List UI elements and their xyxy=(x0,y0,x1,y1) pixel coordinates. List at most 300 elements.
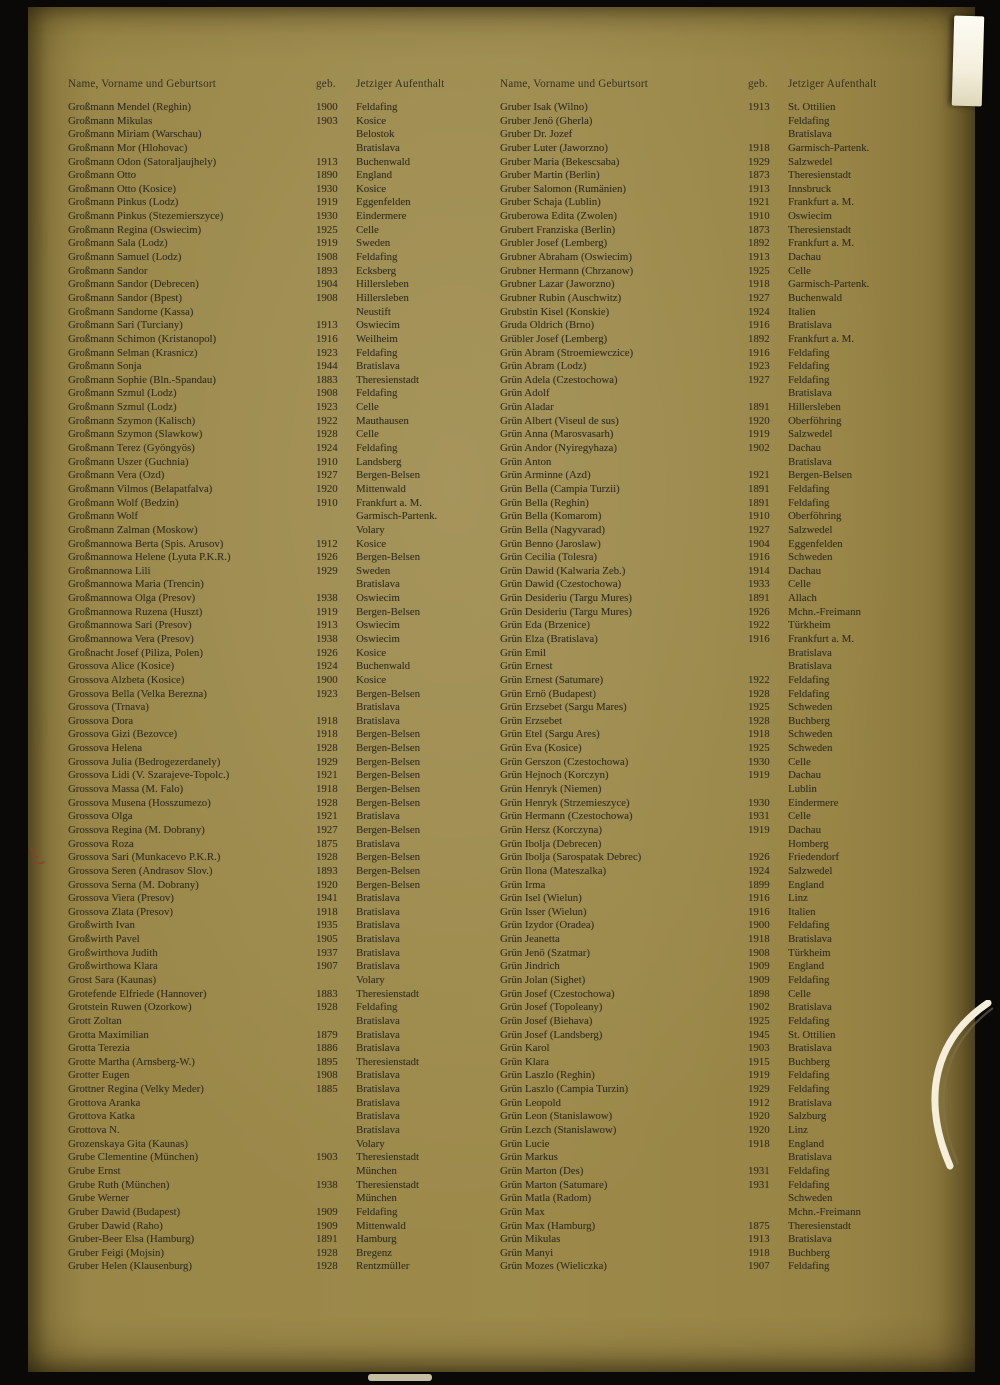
entry-row xyxy=(68,783,494,797)
entry-birthyear: 1922 xyxy=(316,414,338,427)
entry-row xyxy=(500,1069,940,1083)
entry-name: Grün Isel (Wielun) xyxy=(500,892,582,905)
entry-residence: Bergen-Belsen xyxy=(356,878,420,891)
entry-row xyxy=(68,319,494,333)
entry-birthyear xyxy=(316,1097,356,1111)
entry-birthyear: 1903 xyxy=(316,1151,338,1164)
entry-birthyear xyxy=(748,838,788,852)
entry-row xyxy=(68,1179,494,1193)
column-left xyxy=(68,77,494,1274)
entry-name: Großmann Sandor xyxy=(68,264,148,277)
entry-name: Grossova Seren (Andrasov Slov.) xyxy=(68,864,213,877)
entry-birthyear: 1926 xyxy=(748,605,770,618)
entry-name: Grün Dawid (Czestochowa) xyxy=(500,578,622,591)
entry-birthyear: 1875 xyxy=(316,837,338,850)
entry-birthyear: 1902 xyxy=(748,442,770,455)
entry-birthyear: 1920 xyxy=(316,482,338,495)
entry-name: Grün Marton (Des) xyxy=(500,1164,584,1177)
entry-residence: Hamburg xyxy=(356,1233,397,1246)
entry-residence: Linz xyxy=(788,1124,808,1137)
entry-birthyear: 1892 xyxy=(748,332,770,345)
entry-name: Grube Ernst xyxy=(68,1164,121,1177)
entry-residence: Bratislava xyxy=(788,1042,832,1055)
entry-residence: England xyxy=(788,960,824,973)
entry-name: Grün Irma xyxy=(500,878,546,891)
entry-birthyear: 1918 xyxy=(316,905,338,918)
entry-birthyear xyxy=(316,510,356,524)
entry-row xyxy=(68,838,494,852)
entry-residence: Bergen-Belsen xyxy=(356,783,420,796)
entry-birthyear: 1909 xyxy=(748,974,770,986)
entry-name: Gruber Isak (Wilno) xyxy=(500,101,588,113)
entry-row xyxy=(500,306,940,320)
entry-row xyxy=(68,674,494,688)
entry-birthyear: 1891 xyxy=(748,482,770,495)
entry-row xyxy=(68,919,494,933)
entry-row xyxy=(500,947,940,961)
entry-birthyear: 1918 xyxy=(748,141,770,154)
entry-birthyear: 1928 xyxy=(316,796,338,809)
entry-residence: Innsbruck xyxy=(788,182,832,195)
entry-birthyear xyxy=(748,1206,788,1220)
entry-residence: Kosice xyxy=(356,182,386,195)
entry-row xyxy=(500,319,940,333)
entry-birthyear: 1927 xyxy=(748,373,770,386)
entry-row xyxy=(500,401,940,415)
entry-row xyxy=(68,292,494,306)
entry-row xyxy=(500,1110,940,1124)
entry-birthyear: 1918 xyxy=(316,728,338,741)
entry-name: Grubner Rubin (Auschwitz) xyxy=(500,291,622,304)
entry-row xyxy=(500,1247,940,1261)
entry-birthyear: 1937 xyxy=(316,946,338,959)
entry-name: Grossova Julia (Bedrogezerdanely) xyxy=(68,755,221,768)
entry-name: Grün Ibolja (Debrecen) xyxy=(500,837,602,850)
entry-birthyear: 1913 xyxy=(748,101,770,113)
entry-name: Grün Abram (Stroemiewczice) xyxy=(500,346,634,359)
entry-residence: Bratislava xyxy=(356,810,400,823)
entry-residence: Kosice xyxy=(356,646,386,659)
entry-birthyear xyxy=(316,578,356,592)
entry-residence: Theresienstadt xyxy=(788,169,851,182)
entry-residence: Theresienstadt xyxy=(356,987,419,1000)
entry-birthyear: 1938 xyxy=(316,632,338,645)
entry-birthyear: 1928 xyxy=(316,428,338,441)
entry-residence: Garmisch-Partenk. xyxy=(356,510,438,523)
entry-birthyear: 1908 xyxy=(316,251,338,264)
entry-name: Grün Elza (Bratislava) xyxy=(500,632,598,645)
entry-residence: Buchberg xyxy=(788,1246,830,1259)
entry-birthyear xyxy=(316,1138,356,1152)
entry-birthyear: 1910 xyxy=(316,496,338,509)
entry-residence: Frankfurt a. M. xyxy=(356,496,422,509)
entry-row xyxy=(500,1124,940,1138)
entry-name: Grün Josef (Czestochowa) xyxy=(500,987,615,1000)
entry-residence: Weilheim xyxy=(356,332,398,345)
entry-birthyear xyxy=(748,1192,788,1206)
entry-residence: Schweden xyxy=(788,728,833,741)
entry-name: Grubner Lazar (Jaworzno) xyxy=(500,278,615,291)
entry-row xyxy=(500,606,940,620)
entry-row xyxy=(68,306,494,320)
entry-name: Grossova Dora xyxy=(68,714,134,727)
entry-birthyear: 1918 xyxy=(748,933,770,946)
entry-birthyear: 1910 xyxy=(748,510,770,523)
entry-birthyear: 1916 xyxy=(748,905,770,918)
entry-birthyear: 1902 xyxy=(748,1001,770,1014)
entry-residence: Bratislava xyxy=(356,1028,400,1041)
entry-name: Grün Bella (Komarom) xyxy=(500,510,602,523)
entry-residence: Bergen-Belsen xyxy=(356,742,420,755)
entry-row xyxy=(500,510,940,524)
entry-residence: Theresienstadt xyxy=(356,1151,419,1164)
entry-birthyear xyxy=(316,524,356,538)
entry-residence: Schweden xyxy=(788,742,833,755)
page-curl-artifact xyxy=(916,1000,1000,1170)
entry-birthyear: 1920 xyxy=(748,1124,770,1137)
entry-birthyear: 1912 xyxy=(316,537,338,550)
entry-row xyxy=(68,196,494,210)
entry-residence: Feldafing xyxy=(788,360,830,373)
entry-row xyxy=(500,237,940,251)
entry-name: Grün Albert (Viseul de sus) xyxy=(500,414,619,427)
entry-residence: Bratislava xyxy=(788,128,832,141)
entry-name: Grün Max xyxy=(500,1205,545,1218)
entry-birthyear: 1916 xyxy=(748,551,770,564)
entry-birthyear: 1938 xyxy=(316,592,338,605)
entry-residence: Allach xyxy=(788,592,817,605)
entry-residence: England xyxy=(788,878,824,891)
entry-birthyear: 1904 xyxy=(748,537,770,550)
entry-residence: St. Ottilien xyxy=(788,101,836,113)
entry-birthyear: 1908 xyxy=(316,387,338,400)
entry-residence: Oswiecim xyxy=(356,319,400,332)
entry-name: Grün Arminne (Azd) xyxy=(500,469,591,482)
entry-name: Grost Sara (Kaunas) xyxy=(68,974,157,986)
entry-residence: Feldafing xyxy=(356,251,398,264)
entry-row xyxy=(500,169,940,183)
entry-residence: Eggenfelden xyxy=(356,196,411,209)
entry-name: Großwirth Ivan xyxy=(68,919,135,932)
entry-residence: Bratislava xyxy=(788,1096,832,1109)
entry-residence: Schweden xyxy=(788,701,833,714)
entry-birthyear xyxy=(316,701,356,715)
entry-name: Gruber Luter (Jaworzno) xyxy=(500,141,608,154)
entry-birthyear: 1928 xyxy=(748,687,770,700)
entry-residence: Buchenwald xyxy=(356,155,410,168)
entry-name: Grün Hermann (Czestochowa) xyxy=(500,810,633,823)
entry-row xyxy=(500,838,940,852)
entry-birthyear: 1925 xyxy=(748,264,770,277)
entry-birthyear: 1909 xyxy=(316,1205,338,1218)
entry-name: Grün Ernest (Satumare) xyxy=(500,673,604,686)
entry-residence: Feldafing xyxy=(788,1178,830,1191)
entries-left xyxy=(68,101,494,1274)
entry-name: Grün Leopold xyxy=(500,1096,561,1109)
entry-row xyxy=(68,647,494,661)
entry-name: Großmann Terez (Gyöngyös) xyxy=(68,442,195,455)
entry-residence: Lublin xyxy=(788,783,817,796)
entry-row xyxy=(500,224,940,238)
entry-name: Grün Bella (Campia Turzii) xyxy=(500,482,620,495)
entry-birthyear: 1928 xyxy=(748,714,770,727)
entry-birthyear: 1930 xyxy=(316,210,338,223)
entry-residence: Bratislava xyxy=(356,141,400,154)
entry-residence: Bergen-Belsen xyxy=(356,728,420,741)
entry-row xyxy=(68,1029,494,1043)
entry-name: Großmann Mor (Hlohovac) xyxy=(68,141,188,154)
entry-name: Grottova Katka xyxy=(68,1110,135,1123)
entry-residence: Feldafing xyxy=(788,919,830,932)
entry-name: Grün Josef (Topoleany) xyxy=(500,1001,603,1014)
entry-residence: Garmisch-Partenk. xyxy=(788,141,870,154)
entry-name: Großwirthowa Klara xyxy=(68,960,158,973)
entry-residence: Türkheim xyxy=(788,946,831,959)
entry-name: Grün Karol xyxy=(500,1042,550,1055)
entry-birthyear: 1875 xyxy=(748,1219,770,1232)
entry-name: Grün Henryk (Niemen) xyxy=(500,783,602,796)
entry-residence: Bergen-Belsen xyxy=(356,864,420,877)
entry-name: Großmann Regina (Oswiecim) xyxy=(68,223,202,236)
entry-residence: Feldafing xyxy=(788,346,830,359)
entry-name: Grün Etel (Sargu Ares) xyxy=(500,728,600,741)
entry-name: Grün Jeanetta xyxy=(500,933,560,946)
entry-birthyear: 1891 xyxy=(748,401,770,414)
entry-residence: Bratislava xyxy=(356,1110,400,1123)
entry-birthyear: 1926 xyxy=(748,851,770,864)
entry-birthyear: 1921 xyxy=(316,769,338,782)
entry-name: Großmann Wolf (Bedzin) xyxy=(68,496,179,509)
entry-residence: Oswiecim xyxy=(356,619,400,632)
entry-residence: Italien xyxy=(788,305,816,318)
entry-residence: Feldafing xyxy=(788,974,830,986)
entry-row xyxy=(68,756,494,770)
entry-birthyear: 1925 xyxy=(316,223,338,236)
entry-birthyear xyxy=(316,974,356,988)
entry-birthyear xyxy=(748,647,788,661)
entry-name: Grün Aladar xyxy=(500,401,554,414)
entry-row xyxy=(500,1083,940,1097)
entry-residence: Salzwedel xyxy=(788,523,833,536)
entry-name: Grossova Helena xyxy=(68,742,143,755)
entry-row xyxy=(500,456,940,470)
entry-birthyear: 1916 xyxy=(748,632,770,645)
entry-name: Großmann Szmul (Lodz) xyxy=(68,387,177,400)
entry-birthyear xyxy=(748,1151,788,1165)
entry-residence: Sweden xyxy=(356,237,391,250)
entry-name: Grotter Eugen xyxy=(68,1069,130,1082)
entry-row xyxy=(68,551,494,565)
entry-birthyear xyxy=(316,1015,356,1029)
entry-row xyxy=(500,756,940,770)
entry-name: Grün Jindrich xyxy=(500,960,560,973)
entry-birthyear xyxy=(748,783,788,797)
entry-row xyxy=(500,906,940,920)
entry-row xyxy=(500,1138,940,1152)
entry-residence: Landsberg xyxy=(356,455,402,468)
entry-residence: Bratislava xyxy=(356,714,400,727)
entry-name: Großmann Sonja xyxy=(68,360,142,373)
entry-row xyxy=(500,810,940,824)
entry-residence: Volary xyxy=(356,523,385,536)
entry-row xyxy=(500,1015,940,1029)
entry-row xyxy=(68,374,494,388)
entry-name: Grün Henryk (Strzemieszyce) xyxy=(500,796,630,809)
entry-birthyear: 1925 xyxy=(748,742,770,755)
entry-row xyxy=(500,265,940,279)
entry-residence: München xyxy=(356,1192,397,1205)
entry-row xyxy=(68,428,494,442)
entry-birthyear xyxy=(316,142,356,156)
entry-name: Großmannowa Ruzena (Huszt) xyxy=(68,605,203,618)
entry-name: Großmannowa Vera (Presov) xyxy=(68,632,194,645)
entry-name: Großmannowa Maria (Trencin) xyxy=(68,578,204,591)
entry-residence: München xyxy=(356,1164,397,1177)
entry-birthyear: 1900 xyxy=(748,919,770,932)
entry-row xyxy=(68,524,494,538)
entry-name: Grün Ibolja (Sarospatak Debrec) xyxy=(500,851,642,864)
entry-residence: Homberg xyxy=(788,837,829,850)
entry-name: Grotta Maximilian xyxy=(68,1028,149,1041)
entry-birthyear: 1918 xyxy=(748,728,770,741)
entry-birthyear: 1920 xyxy=(316,878,338,891)
entry-row xyxy=(500,933,940,947)
entry-residence: Feldafing xyxy=(356,387,398,400)
entry-birthyear: 1923 xyxy=(748,360,770,373)
entry-birthyear: 1919 xyxy=(748,769,770,782)
entry-residence: Oswiecim xyxy=(356,592,400,605)
entry-name: Grube Clementine (München) xyxy=(68,1151,199,1164)
entry-birthyear: 1935 xyxy=(316,919,338,932)
entry-row xyxy=(68,879,494,893)
entry-birthyear: 1905 xyxy=(316,933,338,946)
entry-row xyxy=(68,1110,494,1124)
entry-row xyxy=(68,578,494,592)
entry-name: Gruber Dawid (Raho) xyxy=(68,1219,163,1232)
header-geb-label: geb. xyxy=(748,78,768,90)
entry-row xyxy=(68,1247,494,1261)
entry-row xyxy=(500,742,940,756)
entry-row xyxy=(500,960,940,974)
entry-row xyxy=(68,401,494,415)
entry-birthyear: 1927 xyxy=(748,291,770,304)
entry-name: Großmann Pinkus (Lodz) xyxy=(68,196,179,209)
entry-birthyear: 1922 xyxy=(748,619,770,632)
entry-row xyxy=(68,1001,494,1015)
entry-residence: Buchenwald xyxy=(788,291,842,304)
entry-row xyxy=(500,115,940,129)
entry-row xyxy=(500,1192,940,1206)
entry-birthyear: 1895 xyxy=(316,1055,338,1068)
entry-birthyear xyxy=(748,115,788,129)
entry-birthyear: 1929 xyxy=(748,1083,770,1096)
entry-birthyear: 1931 xyxy=(748,1164,770,1177)
entry-name: Grott Zoltan xyxy=(68,1014,122,1027)
entry-row xyxy=(500,415,940,429)
entry-row xyxy=(500,769,940,783)
entry-name: Grün Anton xyxy=(500,455,552,468)
entry-name: Großmann Vera (Ozd) xyxy=(68,469,165,482)
entry-name: Grün Hersz (Korczyna) xyxy=(500,823,602,836)
entry-residence: Bratislava xyxy=(356,892,400,905)
entry-row xyxy=(500,797,940,811)
entry-row xyxy=(68,265,494,279)
entry-residence: Feldafing xyxy=(788,373,830,386)
entry-name: Großmann Mendel (Reghin) xyxy=(68,101,191,113)
entry-birthyear: 1927 xyxy=(748,523,770,536)
entry-row xyxy=(68,960,494,974)
entry-residence: Feldafing xyxy=(356,101,398,113)
entry-residence: Salzwedel xyxy=(788,155,833,168)
entry-name: Großmann Szymon (Kalisch) xyxy=(68,414,196,427)
entry-birthyear xyxy=(316,1110,356,1124)
entry-name: Großwirth Pavel xyxy=(68,933,140,946)
entry-row xyxy=(68,1165,494,1179)
entry-name: Grün Eva (Kosice) xyxy=(500,742,582,755)
entry-row xyxy=(68,606,494,620)
entry-row xyxy=(500,374,940,388)
entry-birthyear: 1891 xyxy=(748,496,770,509)
entry-birthyear: 1913 xyxy=(748,1233,770,1246)
entry-name: Großmann Vilmos (Belapatfalva) xyxy=(68,482,213,495)
header-name-label: Name, Vorname und Geburtsort xyxy=(68,78,217,90)
entry-name: Großmann Otto xyxy=(68,169,137,182)
entry-row xyxy=(500,578,940,592)
entry-residence: Dachau xyxy=(788,769,821,782)
book-page-paper xyxy=(28,7,975,1372)
entry-residence: Bratislava xyxy=(788,455,832,468)
entry-name: Grün Ilona (Mateszalka) xyxy=(500,864,607,877)
entry-birthyear: 1916 xyxy=(748,319,770,332)
entry-row xyxy=(68,387,494,401)
entry-birthyear: 1908 xyxy=(316,1069,338,1082)
entry-name: Großmann Samuel (Lodz) xyxy=(68,251,182,264)
entry-birthyear: 1929 xyxy=(316,564,338,577)
entry-name: Grün Eda (Brzenice) xyxy=(500,619,590,632)
entry-row xyxy=(68,415,494,429)
entry-birthyear: 1924 xyxy=(316,442,338,455)
entry-row xyxy=(500,633,940,647)
entry-birthyear: 1930 xyxy=(316,182,338,195)
entry-name: Großmann Miriam (Warschau) xyxy=(68,128,202,141)
entry-birthyear: 1918 xyxy=(316,714,338,727)
entry-name: Großmann Sari (Turciany) xyxy=(68,319,183,332)
entry-residence: Salzwedel xyxy=(788,428,833,441)
entry-birthyear: 1885 xyxy=(316,1083,338,1096)
entry-name: Grubert Franziska (Berlin) xyxy=(500,223,616,236)
entry-birthyear: 1929 xyxy=(748,155,770,168)
entry-residence: Belostok xyxy=(356,128,395,141)
entry-residence: Bratislava xyxy=(356,701,400,714)
entry-row xyxy=(500,1042,940,1056)
entry-row xyxy=(68,742,494,756)
entry-residence: Frankfurt a. M. xyxy=(788,332,854,345)
entry-birthyear: 1920 xyxy=(748,414,770,427)
entry-name: Gruber Dr. Jozef xyxy=(500,128,573,141)
entry-residence: Feldafing xyxy=(788,687,830,700)
entry-residence: England xyxy=(788,1137,824,1150)
entry-row xyxy=(500,1179,940,1193)
entry-name: Grün Desideriu (Targu Mures) xyxy=(500,592,632,605)
entry-name: Grottova N. xyxy=(68,1124,120,1137)
entry-row xyxy=(500,278,940,292)
entry-row xyxy=(500,387,940,401)
entry-birthyear: 1924 xyxy=(748,305,770,318)
entry-name: Grün Benno (Jaroslaw) xyxy=(500,537,601,550)
entry-row xyxy=(500,974,940,988)
entry-residence: Buchberg xyxy=(788,1055,830,1068)
entry-birthyear: 1919 xyxy=(748,428,770,441)
